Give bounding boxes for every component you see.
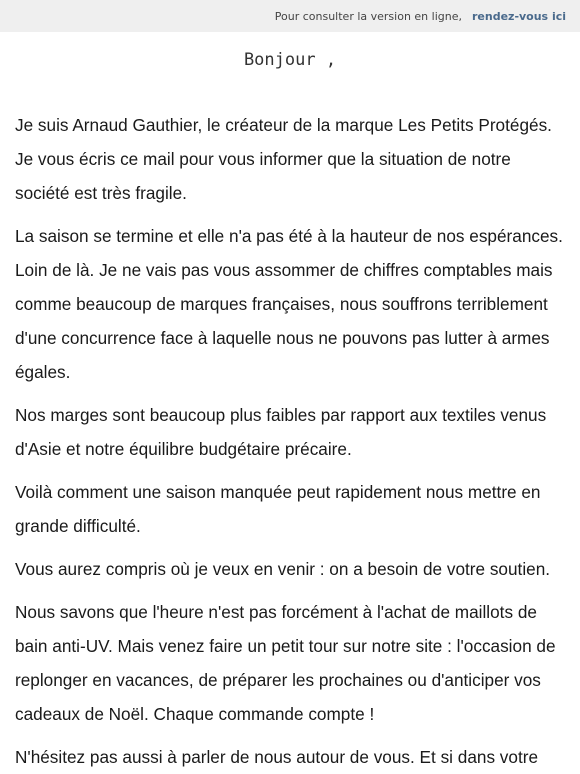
paragraph-difficulty: Voilà comment une saison manquée peut rapidement nous mettre en grande difficulté. [15,482,541,536]
paragraph-share: N'hésitez pas aussi à parler de nous autour de vous. Et si dans votre [15,747,539,767]
online-version-bar [0,0,580,32]
online-version-text: Pour consulter la version en ligne, [274,9,462,23]
paragraph-shop: Nous savons que l'heure n'est pas forcément à l'achat de maillots de bain anti-UV. Mais venez faire un petit tour sur notre site : l'occasion de replonger en vacances, de préparer les prochaines ou d'anticiper vos cadeaux de Noël. Chaque commande compte ! [15,602,556,724]
email-body [0,108,580,774]
greeting: Bonjour , [243,50,337,70]
paragraph-season: La saison se termine et elle n'a pas été à la hauteur de nos espérances. Loin de là. Je ne vais pas vous assommer de chiffres comptables mais comme beaucoup de marques françaises, nous souffrons terriblement d'une concurrence face à laquelle nous ne pouvons pas lutter à armes égales. [15,226,563,382]
paragraph-margins: Nos marges sont beaucoup plus faibles par rapport aux textiles venus d'Asie et notre équilibre budgétaire précaire. [15,405,547,459]
online-version-link[interactable]: rendez-vous ici [471,9,566,23]
paragraph-support: Vous aurez compris où je veux en venir : on a besoin de votre soutien. [15,559,551,579]
paragraph-intro: Je suis Arnaud Gauthier, le créateur de la marque Les Petits Protégés. Je vous écris ce mail pour vous informer que la situation de notre société est très fragile. [15,115,552,203]
